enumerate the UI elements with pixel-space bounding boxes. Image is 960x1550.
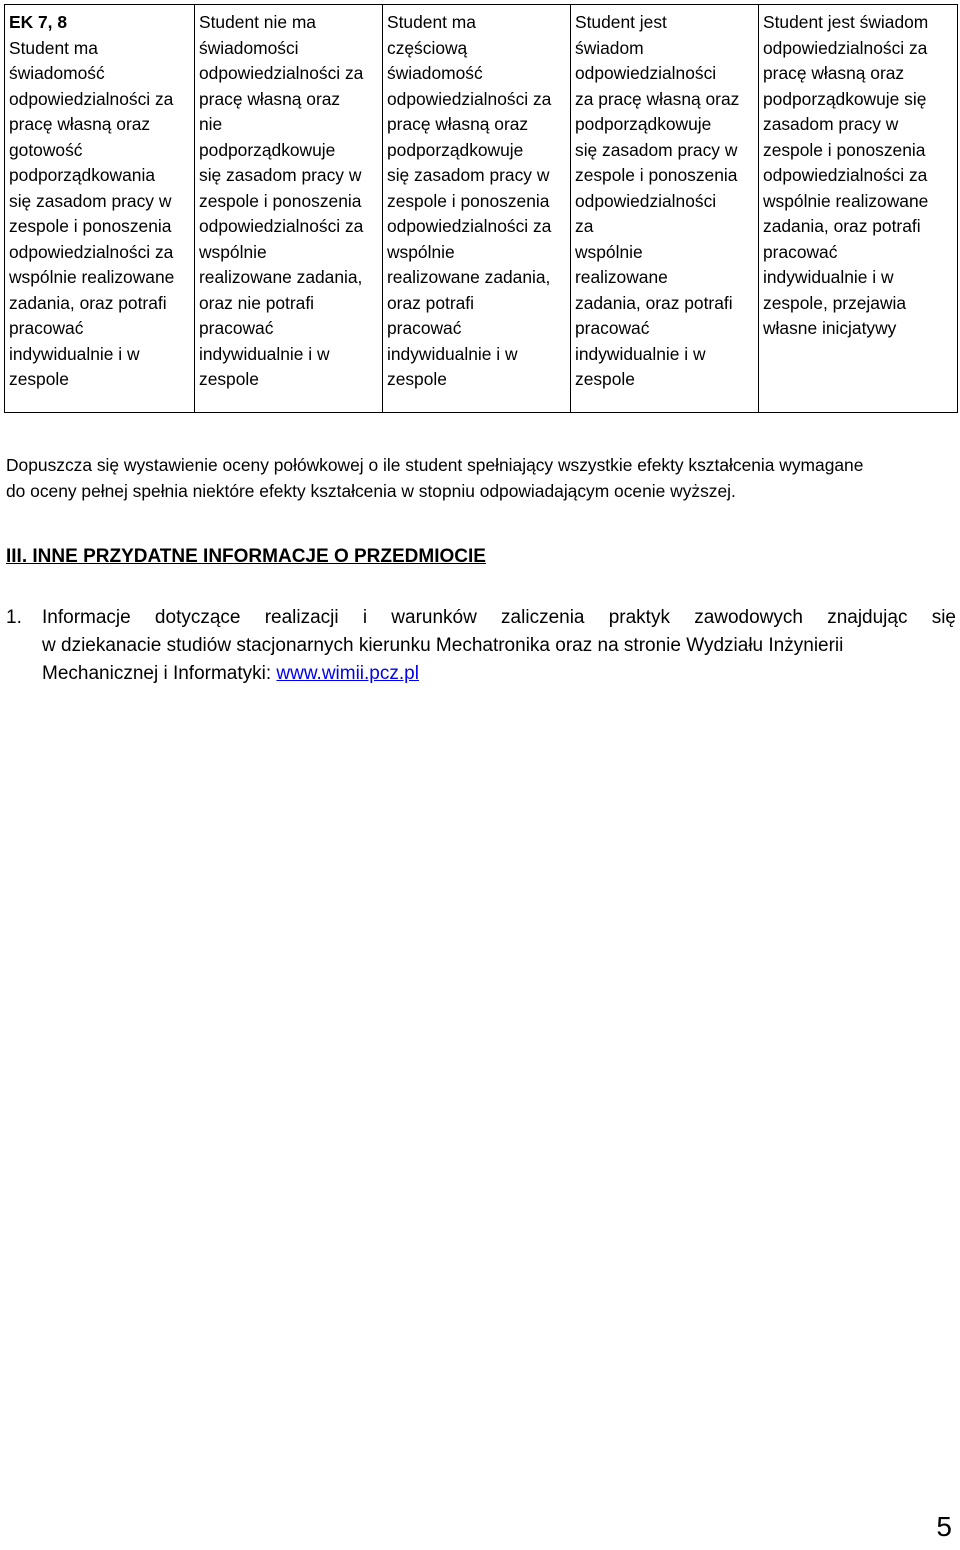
text-line: zespole i ponoszenia bbox=[575, 165, 738, 185]
text-line: realizowane bbox=[575, 267, 668, 287]
faculty-website-link[interactable]: www.wimii.pcz.pl bbox=[276, 663, 419, 684]
learning-outcome-code: EK 7, 8 bbox=[9, 12, 67, 32]
text-line: indywidualnie i w bbox=[763, 267, 894, 287]
text-line: zadania, oraz potrafi bbox=[575, 292, 733, 313]
grade-criterion-text bbox=[199, 10, 378, 393]
text-line: zespole bbox=[199, 369, 259, 389]
text-line: się zasadom pracy w bbox=[199, 165, 362, 185]
grade-criterion-text bbox=[575, 10, 754, 393]
text-line: indywidualnie i w bbox=[9, 343, 140, 364]
text-line: odpowiedzialności za bbox=[763, 37, 928, 58]
text-line: odpowiedzialności za bbox=[199, 63, 364, 83]
text-line: świadom bbox=[575, 37, 644, 58]
text-line: Student jest bbox=[575, 12, 667, 32]
text-line: nie bbox=[199, 114, 223, 134]
grade-criterion-cell bbox=[195, 5, 383, 413]
text-line: gotowość bbox=[9, 139, 83, 160]
text-line: odpowiedzialności za bbox=[9, 241, 174, 262]
text-line: Student ma bbox=[387, 12, 476, 32]
text-line: pracę własną oraz bbox=[199, 88, 341, 109]
text-line: podporządkowuje bbox=[199, 139, 336, 160]
learning-outcome-cell bbox=[5, 5, 195, 413]
text-line: indywidualnie i w bbox=[387, 343, 518, 364]
text-line: odpowiedzialności bbox=[575, 190, 717, 211]
text-line: wspólnie bbox=[199, 241, 267, 262]
text-line: częściową bbox=[387, 37, 468, 58]
info-line-prefix: Mechanicznej i Informatyki: bbox=[42, 663, 277, 684]
text-line: zadania, oraz potrafi bbox=[9, 292, 167, 313]
text-line: pracować bbox=[9, 318, 84, 338]
grade-criterion-cell bbox=[571, 5, 759, 413]
text-line: pracę własną oraz bbox=[9, 114, 151, 134]
text-line: pracować bbox=[763, 241, 838, 262]
table-row bbox=[5, 5, 958, 413]
text-line: się zasadom pracy w bbox=[575, 139, 738, 160]
info-line: w dziekanacie studiów stacjonarnych kierunku Mechatronika oraz na stronie Wydziału Inżynierii bbox=[42, 635, 844, 656]
text-line: za pracę własną oraz bbox=[575, 88, 740, 109]
text-line: własne inicjatywy bbox=[763, 318, 897, 338]
text-line: Dopuszcza się wystawienie oceny połówkowej o ile student spełniający wszystkie efekty kształcenia wymagane bbox=[6, 455, 864, 475]
info-text bbox=[42, 604, 956, 688]
text-line: świadomość bbox=[387, 63, 483, 83]
text-line: podporządkowuje bbox=[387, 139, 524, 160]
text-line: do oceny pełnej spełnia niektóre efekty kształcenia w stopniu odpowiadającym ocenie wyższej. bbox=[6, 480, 736, 501]
text-line: pracę własną oraz bbox=[387, 114, 529, 134]
text-line: odpowiedzialności za bbox=[387, 216, 552, 236]
text-line: pracę własną oraz bbox=[763, 63, 905, 83]
text-line: zespole i ponoszenia bbox=[199, 190, 362, 211]
text-line: wspólnie bbox=[387, 241, 455, 262]
assessment-criteria-table bbox=[4, 4, 958, 413]
text-line: indywidualnie i w bbox=[575, 343, 706, 364]
text-line: Student jest świadom bbox=[763, 12, 929, 32]
text-line: odpowiedzialności za bbox=[763, 165, 928, 185]
text-line: odpowiedzialności za bbox=[9, 88, 174, 109]
text-line: zespole i ponoszenia bbox=[9, 216, 172, 236]
text-line: zespole bbox=[575, 369, 635, 389]
text-line: zadania, oraz potrafi bbox=[763, 216, 921, 236]
page-number: 5 bbox=[936, 1511, 952, 1542]
text-line: pracować bbox=[387, 318, 462, 338]
text-line: pracować bbox=[199, 318, 274, 338]
text-line: podporządkowuje się bbox=[763, 88, 927, 109]
text-line: zespole i ponoszenia bbox=[387, 190, 550, 211]
learning-outcome-text bbox=[9, 36, 190, 393]
text-line: odpowiedzialności za bbox=[387, 88, 552, 109]
section-heading: III. INNE PRZYDATNE INFORMACJE O PRZEDMIOCIE bbox=[6, 546, 486, 567]
grade-criterion-text bbox=[387, 10, 566, 393]
text-line: zespole i ponoszenia bbox=[763, 139, 926, 160]
text-line: wspólnie realizowane bbox=[763, 190, 929, 211]
text-line: indywidualnie i w bbox=[199, 343, 330, 364]
text-line: Student nie ma bbox=[199, 12, 316, 32]
info-line bbox=[42, 660, 956, 688]
text-line: odpowiedzialności za bbox=[199, 216, 364, 236]
list-item-number: 1. bbox=[6, 607, 22, 628]
text-line: się zasadom pracy w bbox=[9, 190, 172, 211]
text-line: zespole, przejawia bbox=[763, 292, 907, 313]
text-line: podporządkowuje bbox=[575, 114, 712, 134]
text-line: pracować bbox=[575, 318, 650, 338]
text-line: zasadom pracy w bbox=[763, 114, 899, 134]
grade-criterion-cell bbox=[383, 5, 571, 413]
text-line: wspólnie bbox=[575, 241, 643, 262]
text-line: zespole bbox=[387, 369, 447, 389]
text-line: oraz nie potrafi bbox=[199, 292, 315, 313]
info-line: Informacje dotyczące realizacji i warunków zaliczenia praktyk zawodowych znajdując się bbox=[42, 607, 956, 628]
text-line: realizowane zadania, bbox=[199, 267, 363, 287]
half-grade-note bbox=[6, 453, 956, 504]
text-line: odpowiedzialności bbox=[575, 63, 717, 83]
text-line: się zasadom pracy w bbox=[387, 165, 550, 185]
text-line: oraz potrafi bbox=[387, 292, 474, 313]
grade-criterion-text bbox=[763, 10, 953, 342]
text-line: realizowane zadania, bbox=[387, 267, 551, 287]
text-line: Student ma bbox=[9, 37, 98, 58]
text-line: wspólnie realizowane bbox=[9, 267, 175, 287]
text-line: świadomość bbox=[9, 63, 105, 83]
text-line: zespole bbox=[9, 369, 69, 389]
grade-criterion-cell bbox=[759, 5, 958, 413]
text-line: świadomości bbox=[199, 37, 299, 58]
text-line: podporządkowania bbox=[9, 165, 155, 185]
text-line: za bbox=[575, 216, 594, 236]
